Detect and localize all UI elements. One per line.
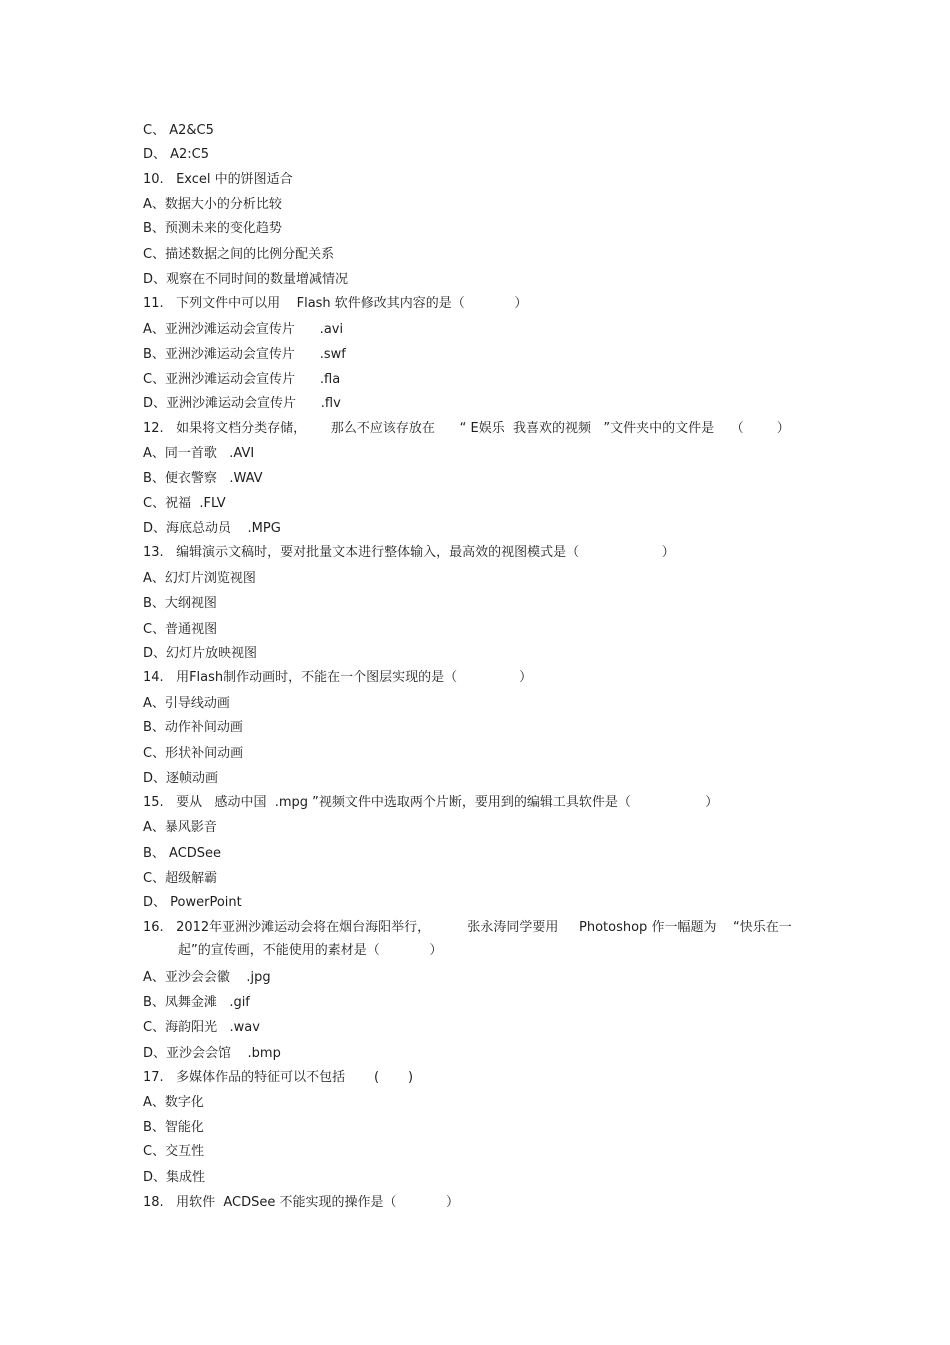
option-line: B、预测未来的变化趋势 bbox=[143, 221, 282, 236]
option-line: A、同一首歌 .AVI bbox=[143, 446, 255, 461]
option-line: A、幻灯片浏览视图 bbox=[143, 571, 256, 586]
option-line: D、集成性 bbox=[143, 1170, 206, 1185]
option-line: A、亚沙会会徽 .jpg bbox=[143, 970, 271, 985]
option-line: C、形状补间动画 bbox=[143, 746, 244, 761]
option-line: D、 PowerPoint bbox=[143, 895, 242, 910]
option-line: D、观察在不同时间的数量增减情况 bbox=[143, 272, 349, 287]
option-line: C、超级解霸 bbox=[143, 871, 218, 886]
option-line: C、海韵阳光 .wav bbox=[143, 1020, 260, 1035]
option-line: A、数据大小的分析比较 bbox=[143, 197, 282, 212]
option-line: B、便衣警察 .WAV bbox=[143, 471, 263, 486]
question-10: 10. Excel 中的饼图适合 bbox=[143, 172, 293, 187]
question-17: 17. 多媒体作品的特征可以不包括 ( ) bbox=[143, 1070, 414, 1085]
option-line: D、幻灯片放映视图 bbox=[143, 646, 258, 661]
option-line: C、交互性 bbox=[143, 1144, 205, 1159]
option-line: D、 A2:C5 bbox=[143, 147, 210, 162]
option-line: B、大纲视图 bbox=[143, 596, 217, 611]
option-line: B、智能化 bbox=[143, 1120, 204, 1135]
question-13: 13. 编辑演示文稿时，要对批量文本进行整体输入，最高效的视图模式是（ ） bbox=[143, 545, 675, 560]
option-line: D、海底总动员 .MPG bbox=[143, 521, 281, 536]
question-18: 18. 用软件 ACDSee 不能实现的操作是（ ） bbox=[143, 1195, 460, 1210]
option-line: B、 ACDSee bbox=[143, 846, 222, 861]
option-line: C、祝福 .FLV bbox=[143, 496, 226, 511]
question-11: 11. 下列文件中可以用 Flash 软件修改其内容的是（ ） bbox=[143, 296, 528, 311]
option-line: D、亚沙会会馆 .bmp bbox=[143, 1046, 281, 1061]
question-15: 15. 要从 感动中国 .mpg ”视频文件中选取两个片断，要用到的编辑工具软件是（ ） bbox=[143, 795, 719, 810]
option-line: A、引导线动画 bbox=[143, 696, 230, 711]
option-line: B、凤舞金滩 .gif bbox=[143, 995, 250, 1010]
question-12: 12. 如果将文档分类存储， 那么不应该存放在 “ E娱乐 我喜欢的视频 ”文件夹中的文件是 （ ） bbox=[143, 421, 790, 436]
option-line: B、动作补间动画 bbox=[143, 720, 243, 735]
option-line: A、数字化 bbox=[143, 1095, 204, 1110]
option-line: C、普通视图 bbox=[143, 622, 218, 637]
option-line: D、亚洲沙滩运动会宣传片 .flv bbox=[143, 396, 341, 411]
option-line: D、逐帧动画 bbox=[143, 771, 219, 786]
option-line: A、亚洲沙滩运动会宣传片 .avi bbox=[143, 322, 344, 337]
option-line: C、亚洲沙滩运动会宣传片 .fla bbox=[143, 372, 341, 387]
option-line: C、描述数据之间的比例分配关系 bbox=[143, 247, 335, 262]
option-line: C、 A2&C5 bbox=[143, 123, 214, 138]
question-16: 16. 2012年亚洲沙滩运动会将在烟台海阳举行， 张永涛同学要用 Photoshop 作一幅题为 “快乐在一 bbox=[143, 920, 792, 935]
question-14: 14. 用Flash制作动画时，不能在一个图层实现的是（ ） bbox=[143, 670, 533, 685]
question-16-continued: 起”的宣传画，不能使用的素材是（ ） bbox=[178, 943, 443, 958]
option-line: A、暴风影音 bbox=[143, 820, 217, 835]
option-line: B、亚洲沙滩运动会宣传片 .swf bbox=[143, 347, 346, 362]
